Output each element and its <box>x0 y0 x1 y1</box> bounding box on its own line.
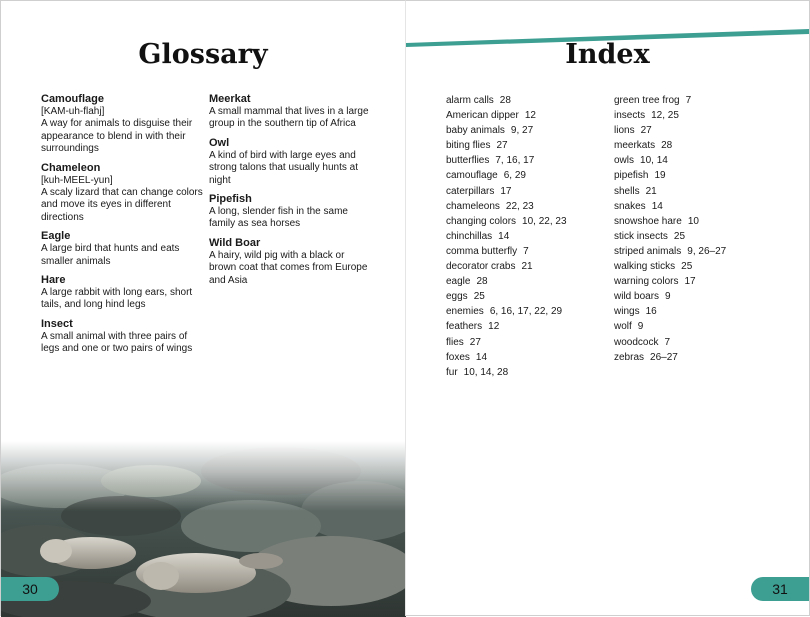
index-item <box>446 304 606 319</box>
glossary-term: Owl <box>209 136 230 149</box>
index-term: enemies <box>446 306 484 318</box>
index-term: camouflage <box>446 170 498 182</box>
glossary-term: Chameleon <box>41 161 101 174</box>
glossary-column-2 <box>209 93 371 293</box>
index-item <box>446 184 606 199</box>
index-item <box>446 199 606 214</box>
glossary-definition: A hairy, wild pig with a black or brown coat that comes from Europe and Asia <box>209 249 368 286</box>
glossary-definition: A large bird that hunts and eats smaller animals <box>41 243 180 267</box>
glossary-entry <box>209 237 371 287</box>
page-number-tab <box>751 577 809 601</box>
glossary-term: Camouflage <box>41 93 104 105</box>
index-pages: 19 <box>654 170 666 182</box>
index-term: flies <box>446 336 464 348</box>
index-term: meerkats <box>614 140 656 152</box>
index-pages: 22, 23 <box>505 200 534 212</box>
index-term: walking sticks <box>614 261 676 273</box>
index-pages: 9, 26–27 <box>687 245 727 257</box>
index-item <box>446 108 606 123</box>
index-item <box>446 365 606 380</box>
glossary-entry <box>41 274 203 312</box>
index-term: eagle <box>446 276 471 288</box>
index-item <box>446 168 606 183</box>
index-term: butterflies <box>446 155 490 167</box>
index-pages: 7, 16, 17 <box>495 155 535 167</box>
index-pages: 26–27 <box>650 351 678 363</box>
index-term: wings <box>614 306 640 318</box>
photo-fade-overlay <box>1 441 406 511</box>
glossary-page <box>0 0 405 616</box>
index-item <box>614 259 774 274</box>
index-term: foxes <box>446 351 470 363</box>
index-pages: 6, 29 <box>503 170 526 182</box>
index-pages: 25 <box>681 261 693 273</box>
index-column-2 <box>614 93 774 365</box>
glossary-definition: A small mammal that lives in a large group in the southern tip of Africa <box>209 106 369 130</box>
index-pages: 10, 14, 28 <box>463 366 509 378</box>
index-item <box>446 259 606 274</box>
index-pages: 9, 27 <box>510 125 534 137</box>
index-item <box>614 319 774 334</box>
index-term: caterpillars <box>446 185 495 197</box>
index-item <box>614 123 774 138</box>
index-item <box>446 229 606 244</box>
index-term: wild boars <box>614 291 660 303</box>
index-item <box>446 274 606 289</box>
index-term: owls <box>614 155 635 167</box>
index-pages: 25 <box>473 291 485 303</box>
index-pages: 14 <box>475 351 488 363</box>
glossary-entry <box>41 93 203 156</box>
glossary-definition: A way for animals to disguise their appearance to blend in with their surroundings <box>41 118 193 155</box>
index-item <box>614 274 774 289</box>
index-pages: 7 <box>664 336 671 348</box>
page-number: 30 <box>22 581 38 597</box>
index-term: alarm calls <box>446 95 494 106</box>
index-item <box>446 335 606 350</box>
index-pages: 7 <box>685 95 692 106</box>
index-item <box>614 304 774 319</box>
index-item <box>614 350 774 365</box>
index-term: shells <box>614 185 640 197</box>
index-term: warning colors <box>614 276 679 288</box>
index-term: stick insects <box>614 230 668 242</box>
index-item <box>446 153 606 168</box>
glossary-definition: A small animal with three pairs of legs and one or two pairs of wings <box>41 330 193 355</box>
glossary-term: Insect <box>41 317 73 330</box>
index-term: chameleons <box>446 200 500 212</box>
index-item <box>614 168 774 183</box>
glossary-pronunciation: [kuh-MEEL-yun] <box>41 174 113 186</box>
index-term: lions <box>614 125 635 137</box>
index-column-1 <box>446 93 606 380</box>
index-pages: 14 <box>498 230 510 242</box>
glossary-term: Wild Boar <box>209 236 261 249</box>
index-item <box>446 319 606 334</box>
index-term: decorator crabs <box>446 261 516 273</box>
index-term: snakes <box>614 200 646 212</box>
index-term: snowshoe hare <box>614 215 682 227</box>
index-pages: 21 <box>521 261 533 273</box>
glossary-definition: A scaly lizard that can change colors and move its eyes in different directions <box>41 187 203 223</box>
glossary-entry <box>41 318 203 356</box>
glossary-definition: A long, slender fish in the same family as sea horses <box>209 206 348 230</box>
index-term: woodcock <box>614 336 659 348</box>
glossary-title: Glossary <box>138 39 268 70</box>
index-term: insects <box>614 110 646 122</box>
index-item <box>614 214 774 229</box>
glossary-entry <box>41 230 203 268</box>
index-item <box>446 93 606 108</box>
index-item <box>446 138 606 153</box>
index-pages: 28 <box>476 276 488 288</box>
index-item <box>614 184 774 199</box>
index-term: green tree frog <box>614 95 680 106</box>
index-pages: 12 <box>488 321 500 333</box>
glossary-entry <box>209 137 371 187</box>
index-item <box>446 350 606 365</box>
glossary-definition: A large rabbit with long ears, short tails, and long hind legs <box>41 287 193 311</box>
seals-on-rocks-photo <box>1 441 406 617</box>
index-item <box>446 123 606 138</box>
index-item <box>614 335 774 350</box>
index-pages: 9 <box>665 291 671 303</box>
index-pages: 27 <box>496 140 508 152</box>
index-page <box>405 0 810 616</box>
index-term: striped animals <box>614 245 682 257</box>
index-term: biting flies <box>446 140 491 152</box>
index-pages: 28 <box>499 95 511 106</box>
glossary-entry <box>209 193 371 231</box>
index-term: comma butterfly <box>446 245 518 257</box>
index-item <box>614 108 774 123</box>
glossary-term: Eagle <box>41 230 71 243</box>
page-number: 31 <box>772 581 788 597</box>
index-item <box>614 229 774 244</box>
index-pages: 21 <box>645 185 657 197</box>
index-pages: 27 <box>640 125 652 137</box>
index-pages: 9 <box>637 321 644 333</box>
index-item <box>614 199 774 214</box>
index-term: eggs <box>446 291 468 303</box>
index-item <box>614 244 774 259</box>
index-pages: 17 <box>500 185 512 197</box>
glossary-entry <box>209 93 371 131</box>
index-pages: 6, 16, 17, 22, 29 <box>489 306 563 318</box>
index-pages: 10, 22, 23 <box>522 215 567 227</box>
glossary-entry <box>41 162 203 225</box>
index-pages: 12 <box>524 110 536 122</box>
index-term: changing colors <box>446 215 517 227</box>
index-pages: 25 <box>673 230 686 242</box>
glossary-definition: A kind of bird with large eyes and strong talons that usually hunts at night <box>209 149 358 186</box>
index-term: American dipper <box>446 110 519 122</box>
index-pages: 10 <box>687 215 699 227</box>
index-term: feathers <box>446 321 483 333</box>
index-pages: 10, 14 <box>640 155 668 167</box>
index-title: Index <box>565 39 650 70</box>
index-item <box>614 93 774 108</box>
index-pages: 27 <box>469 336 481 348</box>
index-pages: 14 <box>651 200 663 212</box>
index-term: chinchillas <box>446 230 493 242</box>
page-number-tab <box>1 577 59 601</box>
glossary-column-1 <box>41 93 203 362</box>
index-pages: 12, 25 <box>651 110 679 122</box>
index-term: baby animals <box>446 125 505 137</box>
index-pages: 28 <box>661 140 673 152</box>
glossary-term: Pipefish <box>209 193 252 206</box>
index-item <box>614 289 774 304</box>
glossary-term: Hare <box>41 274 66 287</box>
index-item <box>446 289 606 304</box>
index-pages: 17 <box>684 276 696 288</box>
index-term: fur <box>446 366 458 378</box>
index-item <box>446 244 606 259</box>
index-pages: 16 <box>645 306 657 318</box>
index-pages: 7 <box>523 245 529 257</box>
index-term: zebras <box>614 351 645 363</box>
index-item <box>614 153 774 168</box>
index-item <box>614 138 774 153</box>
index-term: wolf <box>614 321 632 333</box>
index-item <box>446 214 606 229</box>
glossary-term: Meerkat <box>209 93 251 105</box>
glossary-pronunciation: [KAM-uh-flahj] <box>41 106 105 117</box>
index-term: pipefish <box>614 170 649 182</box>
